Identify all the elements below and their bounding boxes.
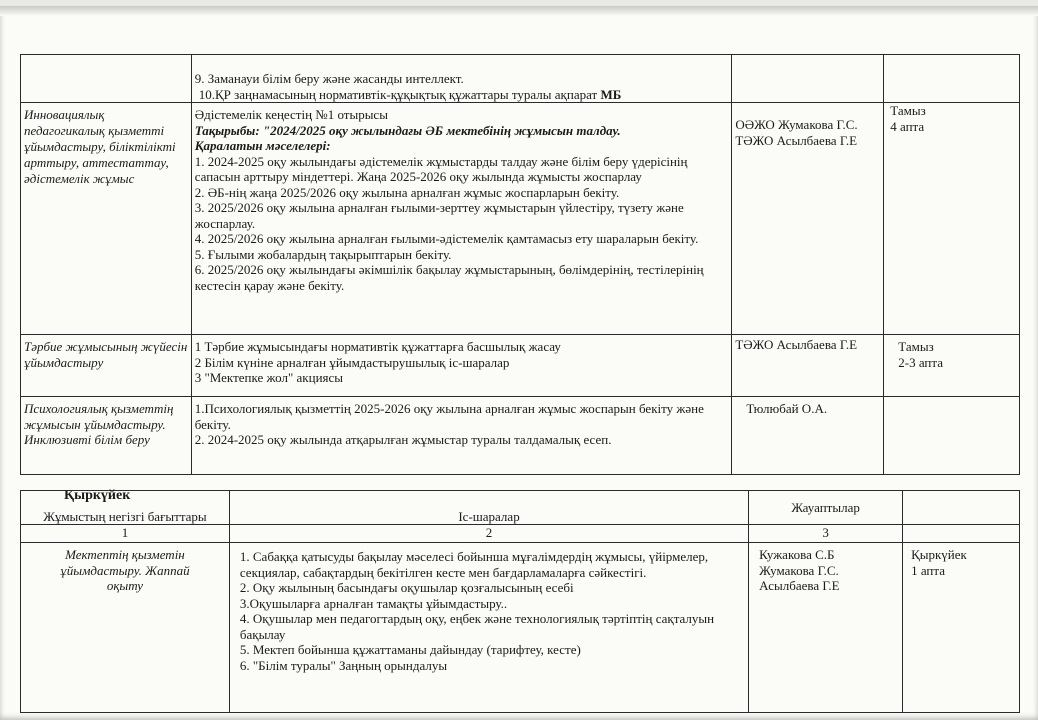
document-page bbox=[0, 6, 1038, 720]
column-number-row bbox=[21, 525, 1020, 543]
list-item: 4. Оқушылар мен педагогтардың оқу, еңбек және технологиялық тәртіптің сақталуын бақылау bbox=[239, 611, 715, 642]
deadline-month: Тамыз bbox=[890, 103, 926, 118]
column-number bbox=[903, 525, 1020, 543]
table-row bbox=[21, 103, 1020, 335]
direction-text: Тәрбие жұмысының жүйесін ұйымдастыру bbox=[24, 339, 188, 370]
list-item: 6. "Білім туралы" Заңның орындалуы bbox=[239, 657, 448, 673]
responsible-cell bbox=[732, 397, 884, 475]
list-item: 3 "Мектепке жол" акциясы bbox=[194, 370, 344, 385]
september-title: Қыркүйек bbox=[64, 488, 131, 503]
list-item: 1. 2024-2025 оқу жылындағы әдістемелік жұмыстарды талдау және білім беру үдерісінің сапасын арттыру міндеттері. Жаңа 2025-2026 оқу жылында жұмысты жоспарлау bbox=[194, 153, 688, 184]
responsible-person: Жумакова Г.С. bbox=[759, 562, 839, 578]
deadline-cell bbox=[884, 55, 1020, 103]
meeting-topic: Тақырыбы: "2024/2025 оқу жылындағы ӘБ мектебінің жұмысын талдау. bbox=[194, 122, 621, 138]
september-plan-table bbox=[20, 490, 1020, 713]
activities-cell bbox=[191, 55, 732, 103]
activities-cell bbox=[191, 103, 732, 335]
activities-cell bbox=[191, 335, 732, 397]
deadline-cell bbox=[884, 335, 1020, 397]
list-item: 4. 2025/2026 оқу жылына арналған ғылыми-әдістемелік қамтамасыз ету шараларын бекіту. bbox=[194, 231, 699, 246]
header-deadline bbox=[903, 491, 1020, 525]
table-row bbox=[21, 543, 1020, 713]
page-top-shadow bbox=[0, 6, 1038, 16]
deadline-cell bbox=[884, 103, 1020, 335]
list-item: 3. 2025/2026 оқу жылына арналған ғылыми-зерттеу жұмыстарын үйлестіру, түзету және жоспарлау. bbox=[194, 200, 684, 231]
list-item: 9. Заманауи білім беру және жасанды интеллект. bbox=[194, 71, 464, 86]
responsible-person: ОӘЖО Жумакова Г.С. bbox=[735, 117, 858, 132]
direction-cell bbox=[21, 55, 192, 103]
responsible-cell bbox=[732, 335, 884, 397]
list-item: 2 Білім күніне арналған ұйымдастырушылық іс-шаралар bbox=[194, 354, 510, 370]
table-row bbox=[21, 55, 1020, 103]
issues-label: Қаралатын мәселелері: bbox=[194, 138, 331, 153]
list-item: 10.ҚР заңнамасының нормативтік-құқықтық құжаттары туралы ақпарат МБ bbox=[198, 86, 622, 102]
august-plan-table bbox=[20, 54, 1020, 475]
deadline-week: 2-3 апта bbox=[898, 354, 943, 370]
deadline-week: 4 апта bbox=[890, 118, 925, 134]
column-number: 3 bbox=[749, 525, 903, 543]
column-number: 2 bbox=[229, 525, 748, 543]
deadline-month: Тамыз bbox=[898, 339, 934, 354]
list-item: 2. 2024-2025 оқу жылында атқарылған жұмыстар туралы талдамалық есеп. bbox=[194, 432, 612, 447]
responsible-cell bbox=[749, 543, 903, 713]
direction-text: Инновациялық педагогикалық қызметті ұйымдастыру, біліктілікті арттыру, аттестаттау, әдістемелік жұмыс bbox=[24, 107, 176, 186]
responsible-person: ТӘЖО Асылбаева Г.Е bbox=[735, 337, 858, 352]
table-row bbox=[21, 335, 1020, 397]
list-item: 6. 2025/2026 оқу жылындағы әкімшілік бақылау жұмыстарының, бөлімдерінің, тестілерінің кестесін қарау және бекіту. bbox=[194, 262, 704, 293]
direction-cell bbox=[21, 335, 192, 397]
responsible-person: Тюлюбай О.А. bbox=[746, 401, 828, 416]
responsible-person: ТӘЖО Асылбаева Г.Е bbox=[735, 132, 858, 148]
table-row bbox=[21, 397, 1020, 475]
list-item: 5. Мектеп бойынша құжаттаманы дайындау (тарифтеу, кесте) bbox=[239, 642, 581, 657]
responsible-cell bbox=[732, 55, 884, 103]
list-item: 1.Психологиялық қызметтің 2025-2026 оқу жылына арналған жұмыс жоспарын бекіту және бекіту. bbox=[194, 401, 704, 432]
deadline-week: 1 апта bbox=[911, 562, 945, 578]
direction-text: Мектептің қызметін ұйымдастыру. Жаппай оқыту bbox=[60, 547, 190, 593]
direction-cell bbox=[21, 103, 192, 335]
responsible-person: Кужакова С.Б bbox=[759, 547, 835, 562]
list-item: 2. ӘБ-нің жаңа 2025/2026 оқу жылына арналған жұмыс жоспарларын бекіту. bbox=[194, 184, 620, 200]
header-directions: Жұмыстың негізгі бағыттары bbox=[21, 491, 230, 525]
responsible-person: Асылбаева Г.Е bbox=[759, 578, 840, 593]
header-responsible: Жауаптылар bbox=[749, 491, 903, 525]
list-item: 1. Сабаққа қатысуды бақылау мәселесі бойынша мұғалімдердің жұмысы, үйірмелер, секциялар, сабақтардың бекітілген кесте мен бағдарламаларға сәйкестігі. bbox=[239, 549, 709, 580]
list-item: 1 Тәрбие жұмысындағы нормативтік құжаттарға басшылық жасау bbox=[194, 339, 561, 354]
meeting-header: Әдістемелік кеңестің №1 отырысы bbox=[194, 107, 388, 122]
direction-cell bbox=[21, 397, 192, 475]
table-header-row bbox=[21, 491, 1020, 525]
list-item: 5. Ғылыми жобалардың тақырыптарын бекіту. bbox=[194, 246, 452, 262]
column-number: 1 bbox=[21, 525, 230, 543]
activities-cell bbox=[229, 543, 748, 713]
activities-cell bbox=[191, 397, 732, 475]
list-item: 2. Оқу жылының басындағы оқушылар қозғалысының есебі bbox=[239, 580, 574, 595]
header-activities: Іс-шаралар bbox=[229, 491, 748, 525]
responsible-cell bbox=[732, 103, 884, 335]
deadline-month: Қыркүйек bbox=[911, 547, 967, 562]
direction-text: Психологиялық қызметтің жұмысын ұйымдастыру. Инклюзивті білім беру bbox=[24, 401, 174, 447]
deadline-cell bbox=[903, 543, 1020, 713]
direction-cell bbox=[21, 543, 230, 713]
list-item: 3.Оқушыларға арналған тамақты ұйымдастыру.. bbox=[239, 595, 508, 611]
deadline-cell bbox=[884, 397, 1020, 475]
